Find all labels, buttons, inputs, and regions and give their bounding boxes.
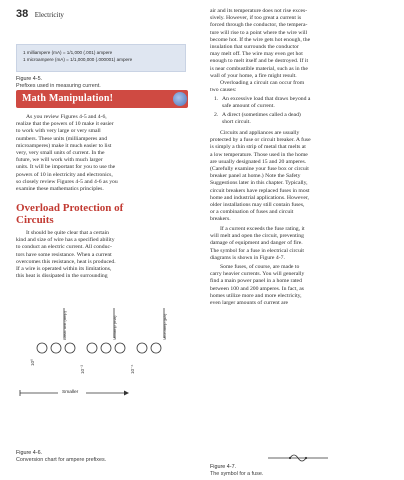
text-line: Suggestions later in this chapter. Typically, [210, 180, 308, 187]
text-line: damage of equipment and danger of fire. [210, 240, 303, 247]
text-line: forced through the conductor, the tempera- [210, 22, 308, 29]
text-line: The symbol for a fuse in electrical circuit [210, 247, 304, 254]
text-line: If a wire is operated within its limitations, [16, 266, 112, 273]
circle-marker [51, 343, 61, 353]
text-line: carry heavier currents. You will generally [210, 271, 305, 278]
text-line: future, we will work with much larger [16, 157, 103, 164]
heavier-currents-paragraph [210, 264, 390, 307]
list-number: 1. [214, 96, 219, 102]
figure-4-5-label: Figure 4-5. [16, 76, 43, 82]
overload-text [16, 230, 188, 280]
overload-protection-heading [16, 202, 123, 226]
text-line: breakers. [210, 216, 231, 223]
smaller-label: Smaller [62, 390, 79, 395]
text-line: is simply a thin strip of metal that melts at [210, 144, 306, 151]
text-line: breaker panel at home.) Note the Safety [210, 173, 301, 180]
list-item [214, 96, 390, 112]
text-line: examine these mathematics principles. [16, 186, 104, 193]
circle-marker [101, 343, 111, 353]
text-line: realize that the powers of 10 make it easier [16, 121, 114, 128]
text-line: Some fuses, of course, are made to [220, 264, 300, 270]
prefix-row: 1 milliampere (mA) = 1/1,000 (.001) ampere [23, 50, 113, 55]
text-line: this heat is dissipated in the surrounding [16, 273, 108, 280]
text-line: become hot. If the wire gets hot enough, the [210, 36, 311, 43]
text-line: to conduct an electric current. All conduc- [16, 244, 112, 251]
circle-marker [115, 343, 125, 353]
text-line: numbers. These units (milliamperes and [16, 135, 108, 142]
exponent-label: 10⁻⁶ [130, 364, 135, 374]
list-item [214, 112, 390, 128]
text-line: sively. However, if too great a current is [210, 15, 302, 22]
text-line: a low temperature. Those used in the home [210, 151, 308, 158]
text-line: find a main power panel in a home rated [210, 278, 302, 285]
text-line: are usually designated 15 and 20 amperes. [210, 158, 307, 165]
figure-4-7-label: Figure 4-7. [210, 464, 237, 470]
text-line: older installations may still contain fuses, [210, 202, 305, 209]
text-line: safe amount of current. [222, 103, 275, 110]
text-line: insulation that surrounds the conductor [210, 44, 299, 51]
unit-label: Milliamp (mA) [112, 315, 117, 340]
text-line: overcomes this resistance, heat is produced. [16, 258, 116, 265]
text-line: It should be quite clear that a certain [26, 230, 109, 236]
text-line: so closely review Figures 4-5 and 4-6 as you [16, 178, 118, 185]
prefix-circles [16, 286, 188, 396]
exponent-label: 10⁻³ [80, 364, 85, 374]
text-line: home and industrial applications. However, [210, 194, 309, 201]
prefix-row: 1 microampere (mA) = 1/1,000,000 (.000001) ampere [23, 57, 133, 62]
math-manipulation-banner [16, 90, 188, 108]
text-line: If a current exceeds the fuse rating, it [220, 226, 305, 232]
text-line: ture will rise to a point where the wire will [210, 29, 308, 36]
circle-marker [151, 343, 161, 353]
text-line: kind and size of wire has a specified ability [16, 237, 115, 244]
text-line: diagrams is shown in Figure 4-7. [210, 254, 285, 261]
text-line: will melt and open the circuit, preventing [210, 233, 304, 240]
text-line: protected by a fuse or circuit breaker. A fuse [210, 137, 311, 144]
text-line: A direct (sometimes called a dead) [222, 112, 301, 118]
text-line: Circuits and appliances are usually [220, 130, 300, 136]
page-number: 38 [16, 8, 29, 20]
figure-4-6-label: Figure 4-6. [16, 450, 43, 456]
figure-4-7-caption: The symbol for a fuse. [210, 471, 264, 477]
unit-label: Microamp (μA) [162, 313, 167, 340]
unit-label: Basic unit (amp) [62, 311, 67, 340]
circle-marker [65, 343, 75, 353]
text-line: even larger amounts of current are [210, 300, 289, 307]
smaller-arrow [16, 386, 188, 398]
text-line: powers of 10 in electricity and electronics, [16, 171, 113, 178]
text-line: between 100 and 200 amperes. In fact, as [210, 285, 304, 292]
text-line: homes utilize more and more electricity, [210, 292, 302, 299]
list-number: 2. [214, 112, 219, 118]
text-line: microamperes) make it much easier to list [16, 142, 112, 149]
globe-icon [173, 92, 187, 106]
text-line: units. It will be important for you to use the [16, 164, 116, 171]
math-manipulation-title: Math Manipulation! [22, 93, 114, 104]
circle-marker [87, 343, 97, 353]
circle-marker [37, 343, 47, 353]
fuse-symbol-icon [268, 452, 328, 464]
text-line: may melt off. The wire may even get hot [210, 51, 303, 58]
figure-4-6-diagram [16, 286, 188, 466]
text-line: short circuit. [222, 119, 251, 126]
math-manipulation-text [16, 114, 188, 193]
exceeds-paragraph [210, 226, 390, 262]
figure-4-6-caption: Conversion chart for ampere prefixes. [16, 457, 107, 463]
section-name: Electricity [34, 11, 64, 19]
fuse-paragraph [210, 130, 390, 224]
right-column-intro [210, 8, 390, 94]
text-line: enough to melt itself and be destroyed. If it [210, 58, 309, 65]
heading-line: Circuits [16, 214, 54, 226]
text-line: very, very small units of current. In the [16, 150, 105, 157]
prefix-table [16, 44, 186, 72]
text-line: is near combustible material, such as in the [210, 65, 308, 72]
exponent-label: 10⁰ [30, 359, 35, 366]
page-header [16, 8, 64, 20]
text-line: As you review Figures 4-5 and 4-6, [26, 114, 107, 120]
circle-marker [137, 343, 147, 353]
text-line: Overloading a circuit can occur from [220, 80, 305, 87]
text-line: to work with very large or very small [16, 128, 101, 135]
text-line: wall of your home, a fire might result. [210, 72, 297, 79]
text-line: two causes: [210, 87, 237, 94]
text-line: or a combination of fuses and circuit [210, 209, 294, 216]
heading-line: Overload Protection of [16, 202, 124, 214]
figure-4-5-caption: Prefixes used in measuring current. [16, 83, 101, 89]
text-line: tors have some resistance. When a current [16, 251, 112, 258]
text-line: (Carefully examine your fuse box or circuit [210, 166, 309, 173]
text-line: An excessive load that draws beyond a [222, 96, 311, 102]
text-line: air and its temperature does not rise exces- [210, 8, 308, 14]
text-line: circuit breakers have replaced fuses in most [210, 187, 310, 194]
